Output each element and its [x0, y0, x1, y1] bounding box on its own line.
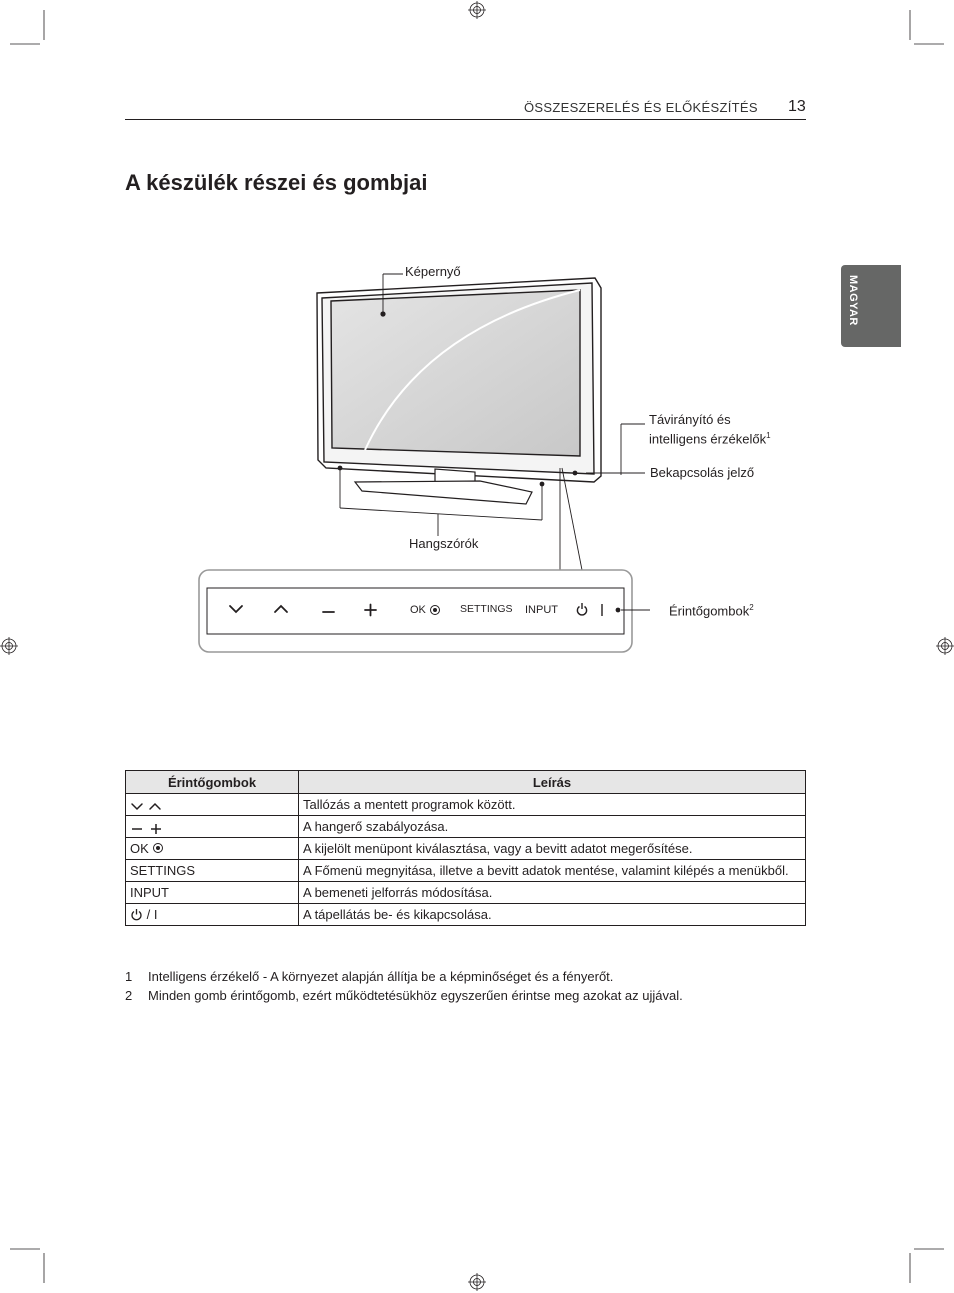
- table-cell-key: / I: [126, 904, 299, 926]
- ok-dot-icon: [152, 842, 164, 854]
- speakers-label: Hangszórók: [409, 536, 479, 551]
- screen-label: Képernyő: [405, 264, 461, 279]
- table-cell-desc: A bemeneti jelforrás módosítása.: [299, 882, 806, 904]
- touch-buttons-table: [125, 770, 806, 926]
- table-header-description: Leírás: [299, 771, 806, 794]
- panel-input-label: INPUT: [525, 604, 558, 616]
- remote-sensor-label-line2: intelligens érzékelők$^1$: [649, 431, 771, 447]
- table-row: [126, 838, 806, 860]
- table-cell-key: [126, 794, 299, 816]
- tv-frame: [317, 278, 601, 482]
- table-cell-desc: A kijelölt menüpont kiválasztása, vagy a bevitt adatot megerősítése.: [299, 838, 806, 860]
- table-row: [126, 794, 806, 816]
- section-header: ÖSSZESZERELÉS ÉS ELŐKÉSZÍTÉS: [524, 100, 758, 115]
- minus-plus-icons: [130, 822, 170, 834]
- table-cell-desc: A tápellátás be- és kikapcsolása.: [299, 904, 806, 926]
- table-header-row: [126, 771, 806, 794]
- touch-buttons-label: Érintőgombok$^2$: [669, 603, 754, 619]
- table-cell-key: [126, 816, 299, 838]
- table-row: [126, 904, 806, 926]
- registration-mark-right: [936, 637, 954, 655]
- remote-sensor-label-line1: Távirányító és: [649, 412, 731, 427]
- chevron-down-up-icons: [130, 800, 170, 812]
- table-cell-desc: A Főmenü megnyitása, illetve a bevitt adatok mentése, valamint kilépés a menükből.: [299, 860, 806, 882]
- language-tab: [841, 265, 901, 347]
- tv-illustration: [190, 250, 650, 660]
- registration-mark-bottom: [468, 1273, 486, 1291]
- table-cell-key: OK: [126, 838, 299, 860]
- power-icon: [130, 908, 143, 921]
- footnotes: [125, 967, 683, 1005]
- table-header-buttons: Érintőgombok: [126, 771, 299, 794]
- table-cell-desc: A hangerő szabályozása.: [299, 816, 806, 838]
- panel-settings-label: SETTINGS: [460, 603, 513, 615]
- table-row: [126, 882, 806, 904]
- registration-mark-top: [468, 1, 486, 19]
- registration-mark-left: [0, 637, 18, 655]
- table-cell-key: SETTINGS: [126, 860, 299, 882]
- header-rule: [125, 119, 806, 120]
- page-number: 13: [788, 98, 806, 115]
- table-row: [126, 816, 806, 838]
- table-cell-desc: Tallózás a mentett programok között.: [299, 794, 806, 816]
- table-cell-key: INPUT: [126, 882, 299, 904]
- footnote-item: 2 Minden gomb érintőgomb, ezért működtetésükhöz egyszerűen érintse meg azokat az ujjával.: [125, 988, 683, 1003]
- table-row: [126, 860, 806, 882]
- power-indicator-label: Bekapcsolás jelző: [650, 465, 755, 480]
- panel-ok-label: OK: [410, 604, 426, 616]
- page-title: A készülék részei és gombjai: [125, 170, 428, 195]
- language-tab-label: MAGYAR: [847, 275, 859, 326]
- footnote-item: 1 Intelligens érzékelő - A környezet alapján állítja be a képminőséget és a fényerőt.: [125, 969, 614, 984]
